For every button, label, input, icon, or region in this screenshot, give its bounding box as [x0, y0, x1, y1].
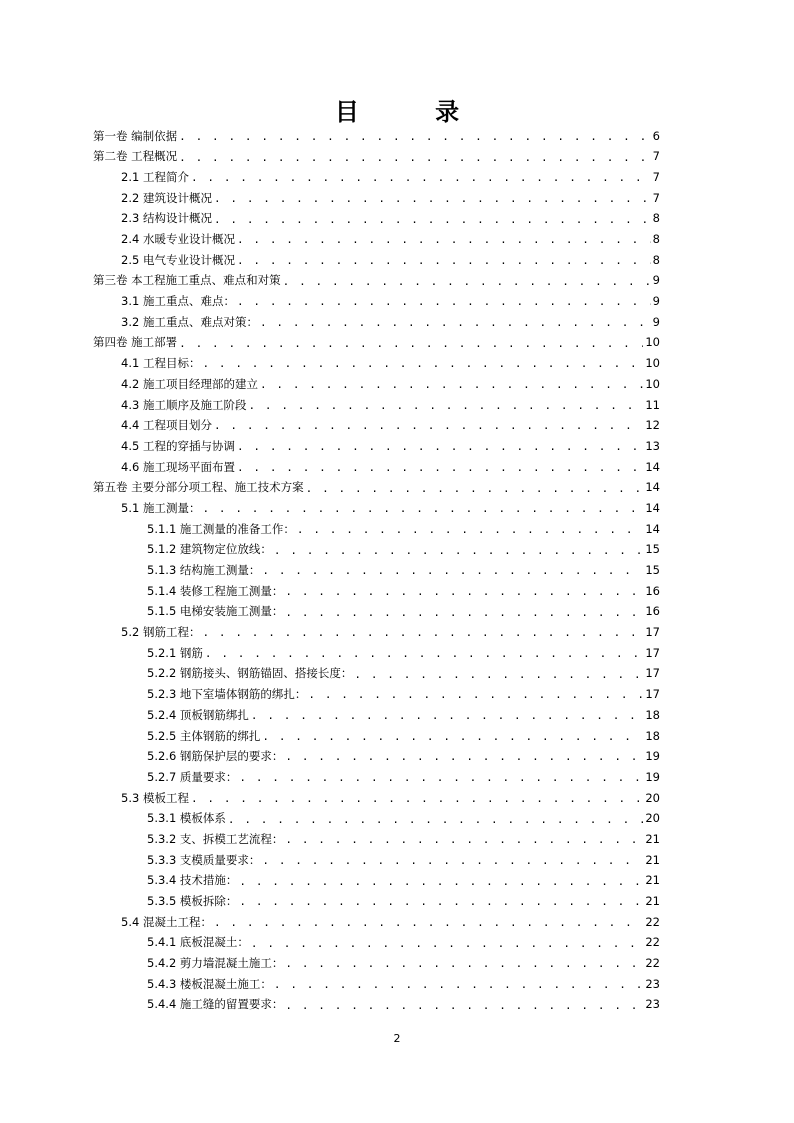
dot-leader — [262, 855, 643, 866]
toc-entry-page: 23 — [645, 997, 660, 1012]
toc-entry-label: 5.3.3 支模质量要求： — [147, 852, 261, 867]
toc-entry[interactable] — [93, 167, 660, 188]
toc-entry-label: 5.1 施工测量： — [121, 500, 201, 515]
toc-entry[interactable] — [93, 933, 660, 954]
page-title: 目 录 — [334, 97, 494, 126]
toc-entry-page: 22 — [645, 914, 660, 929]
dot-leader — [283, 276, 651, 287]
dot-leader — [285, 834, 643, 845]
toc-entry[interactable] — [93, 271, 660, 292]
dot-leader — [237, 441, 643, 452]
toc-entry-page: 21 — [645, 831, 660, 846]
dot-leader — [274, 545, 643, 556]
toc-entry-label: 5.2.1 钢筋 — [147, 645, 203, 660]
toc-entry[interactable] — [93, 726, 660, 747]
toc-entry-page: 7 — [652, 169, 660, 184]
toc-entry[interactable] — [93, 519, 660, 540]
toc-entry-label: 第五卷 主要分部分项工程、施工技术方案 — [93, 480, 304, 495]
dot-leader — [191, 172, 651, 183]
toc-entry-page: 16 — [645, 583, 660, 598]
toc-entry[interactable] — [93, 416, 660, 437]
toc-entry[interactable] — [93, 354, 660, 375]
toc-entry[interactable] — [93, 912, 660, 933]
toc-entry-label: 5.2 钢筋工程： — [121, 625, 201, 640]
dot-leader — [297, 524, 643, 535]
toc-entry-label: 2.4 水暖专业设计概况 — [121, 232, 235, 247]
dot-leader — [248, 400, 643, 411]
dot-leader — [251, 710, 643, 721]
toc-entry-label: 第三卷 本工程施工重点、难点和对策 — [93, 273, 281, 288]
toc-entry[interactable] — [93, 395, 660, 416]
toc-entry-label: 4.3 施工顺序及施工阶段 — [121, 397, 247, 412]
toc-entry-label: 5.4 混凝土工程： — [121, 914, 212, 929]
dot-leader — [239, 896, 643, 907]
toc-entry-page: 18 — [645, 728, 660, 743]
toc-entry-page: 20 — [645, 811, 660, 826]
toc-entry-page: 8 — [652, 211, 660, 226]
dot-leader — [237, 462, 643, 473]
toc-entry-page: 14 — [645, 500, 660, 515]
dot-leader — [262, 731, 643, 742]
toc-entry-label: 4.4 工程项目划分 — [121, 418, 212, 433]
dot-leader — [260, 379, 643, 390]
toc-entry-page: 15 — [645, 563, 660, 578]
toc-entry[interactable] — [93, 312, 660, 333]
toc-entry-page: 14 — [645, 459, 660, 474]
toc-entry[interactable] — [93, 209, 660, 230]
toc-entry-page: 17 — [645, 645, 660, 660]
dot-leader — [205, 648, 643, 659]
toc-entry[interactable] — [93, 664, 660, 685]
dot-leader — [237, 234, 651, 245]
toc-entry[interactable] — [93, 457, 660, 478]
toc-entry[interactable] — [93, 540, 660, 561]
toc-entry[interactable] — [93, 788, 660, 809]
toc-entry-page: 21 — [645, 852, 660, 867]
toc-entry-label: 5.1.3 结构施工测量： — [147, 563, 261, 578]
dot-leader — [260, 317, 651, 328]
toc-entry-label: 第四卷 施工部署 — [93, 335, 178, 350]
dot-leader — [237, 296, 651, 307]
toc-entry-label: 2.2 建筑设计概况 — [121, 190, 212, 205]
toc-entry-page: 23 — [645, 976, 660, 991]
dot-leader — [214, 420, 643, 431]
toc-entry-label: 4.2 施工项目经理部的建立 — [121, 376, 258, 391]
toc-entry-page: 21 — [645, 894, 660, 909]
toc-entry-label: 3.1 施工重点、难点： — [121, 294, 235, 309]
toc-entry-page: 7 — [652, 190, 660, 205]
toc-entry-page: 17 — [645, 666, 660, 681]
dot-leader — [191, 793, 643, 804]
toc-entry[interactable] — [93, 498, 660, 519]
toc-entry-label: 2.5 电气专业设计概况 — [121, 252, 235, 267]
dot-leader — [285, 751, 643, 762]
dot-leader — [274, 979, 643, 990]
toc-entry[interactable] — [93, 850, 660, 871]
toc-entry-label: 5.1.5 电梯安装施工测量： — [147, 604, 284, 619]
toc-entry-page: 9 — [652, 294, 660, 309]
dot-leader — [354, 669, 643, 680]
toc-entry[interactable] — [93, 974, 660, 995]
toc-entry-label: 5.1.4 装修工程施工测量： — [147, 583, 284, 598]
toc-entry-label: 第二卷 工程概况 — [93, 149, 178, 164]
toc-entry-page: 10 — [645, 376, 660, 391]
dot-leader — [202, 358, 643, 369]
dot-leader — [179, 338, 643, 349]
toc-entry-label: 5.4.3 楼板混凝土施工： — [147, 976, 272, 991]
dot-leader — [214, 214, 651, 225]
dot-leader — [239, 876, 643, 887]
dot-leader — [214, 193, 651, 204]
toc-entry-label: 5.3.4 技术措施： — [147, 873, 238, 888]
toc-entry-label: 第一卷 编制依据 — [93, 128, 178, 143]
toc-entry-page: 10 — [645, 335, 660, 350]
dot-leader — [285, 607, 643, 618]
toc-entry[interactable] — [93, 747, 660, 768]
dot-leader — [237, 255, 651, 266]
toc-entry[interactable] — [93, 767, 660, 788]
toc-entry-page: 13 — [645, 438, 660, 453]
toc-entry-label: 3.2 施工重点、难点对策： — [121, 314, 258, 329]
toc-entry-label: 5.1.2 建筑物定位放线： — [147, 542, 272, 557]
toc-entry[interactable] — [93, 829, 660, 850]
dot-leader — [262, 565, 643, 576]
toc-entry[interactable] — [93, 685, 660, 706]
dot-leader — [202, 503, 643, 514]
toc-entry[interactable] — [93, 643, 660, 664]
toc-entry-page: 20 — [645, 790, 660, 805]
toc-entry[interactable] — [93, 250, 660, 271]
toc-entry[interactable] — [93, 809, 660, 830]
toc-entry-page: 15 — [645, 542, 660, 557]
toc-entry[interactable] — [93, 229, 660, 250]
toc-entry-page: 22 — [645, 935, 660, 950]
toc-entry-label: 4.1 工程目标： — [121, 356, 201, 371]
toc-entry[interactable] — [93, 954, 660, 975]
toc-entry-page: 14 — [645, 480, 660, 495]
toc-entry[interactable] — [93, 871, 660, 892]
dot-leader — [228, 814, 643, 825]
toc-entry-page: 19 — [645, 749, 660, 764]
toc-entry-label: 2.3 结构设计概况 — [121, 211, 212, 226]
dot-leader — [306, 483, 644, 494]
toc-entry-page: 7 — [652, 149, 660, 164]
toc-entry-label: 5.4.2 剪力墙混凝土施工： — [147, 956, 284, 971]
dot-leader — [285, 958, 643, 969]
toc-entry-page: 17 — [645, 625, 660, 640]
toc-entry[interactable] — [93, 333, 660, 354]
dot-leader — [251, 938, 643, 949]
toc-entry-label: 4.6 施工现场平面布置 — [121, 459, 235, 474]
toc-entry[interactable] — [93, 623, 660, 644]
toc-entry-label: 5.4.4 施工缝的留置要求： — [147, 997, 284, 1012]
toc-entry[interactable] — [93, 705, 660, 726]
dot-leader — [179, 152, 651, 163]
toc-entry-label: 2.1 工程简介 — [121, 169, 189, 184]
toc-entry-label: 5.2.2 钢筋接头、钢筋锚固、搭接长度： — [147, 666, 353, 681]
dot-leader — [285, 1000, 643, 1011]
toc-entry-page: 8 — [652, 252, 660, 267]
toc-entry[interactable] — [93, 374, 660, 395]
dot-leader — [179, 131, 651, 142]
toc-entry[interactable] — [93, 891, 660, 912]
toc-entry-label: 5.3.2 支、拆模工艺流程： — [147, 831, 284, 846]
toc-entry[interactable] — [93, 478, 660, 499]
toc-entry-label: 5.3.1 模板体系 — [147, 811, 226, 826]
toc-entry-page: 22 — [645, 956, 660, 971]
toc-entry-label: 5.3.5 模板拆除： — [147, 894, 238, 909]
toc-entry-page: 12 — [645, 418, 660, 433]
toc-entry-label: 4.5 工程的穿插与协调 — [121, 438, 235, 453]
toc-entry-label: 5.1.1 施工测量的准备工作： — [147, 521, 295, 536]
toc-entry-page: 18 — [645, 707, 660, 722]
dot-leader — [308, 689, 643, 700]
toc-entry-label: 5.3 模板工程 — [121, 790, 189, 805]
toc-entry-page: 8 — [652, 232, 660, 247]
toc-entry-page: 11 — [645, 397, 660, 412]
toc-entry-page: 6 — [652, 128, 660, 143]
toc-entry-page: 19 — [645, 769, 660, 784]
dot-leader — [285, 586, 643, 597]
toc-entry-page: 14 — [645, 521, 660, 536]
toc-entry-page: 21 — [645, 873, 660, 888]
toc-entry-page: 10 — [645, 356, 660, 371]
toc-entry-label: 5.4.1 底板混凝土： — [147, 935, 249, 950]
toc-entry[interactable] — [93, 436, 660, 457]
table-of-contents — [93, 126, 660, 1016]
toc-entry-label: 5.2.3 地下室墙体钢筋的绑扎： — [147, 687, 307, 702]
toc-entry-page: 9 — [652, 273, 660, 288]
toc-entry[interactable] — [93, 995, 660, 1016]
dot-leader — [214, 917, 643, 928]
toc-entry-label: 5.2.4 顶板钢筋绑扎 — [147, 707, 249, 722]
toc-entry[interactable] — [93, 188, 660, 209]
toc-entry[interactable] — [93, 147, 660, 168]
toc-entry[interactable] — [93, 581, 660, 602]
page-number: 2 — [393, 1032, 401, 1045]
toc-entry-page: 16 — [645, 604, 660, 619]
dot-leader — [202, 627, 643, 638]
toc-entry[interactable] — [93, 292, 660, 313]
toc-entry-label: 5.2.6 钢筋保护层的要求： — [147, 749, 284, 764]
dot-leader — [239, 772, 643, 783]
toc-entry-page: 9 — [652, 314, 660, 329]
toc-entry[interactable] — [93, 560, 660, 581]
toc-entry-label: 5.2.5 主体钢筋的绑扎 — [147, 728, 261, 743]
toc-entry[interactable] — [93, 602, 660, 623]
toc-entry-label: 5.2.7 质量要求： — [147, 769, 238, 784]
toc-entry-page: 17 — [645, 687, 660, 702]
toc-entry[interactable] — [93, 126, 660, 147]
